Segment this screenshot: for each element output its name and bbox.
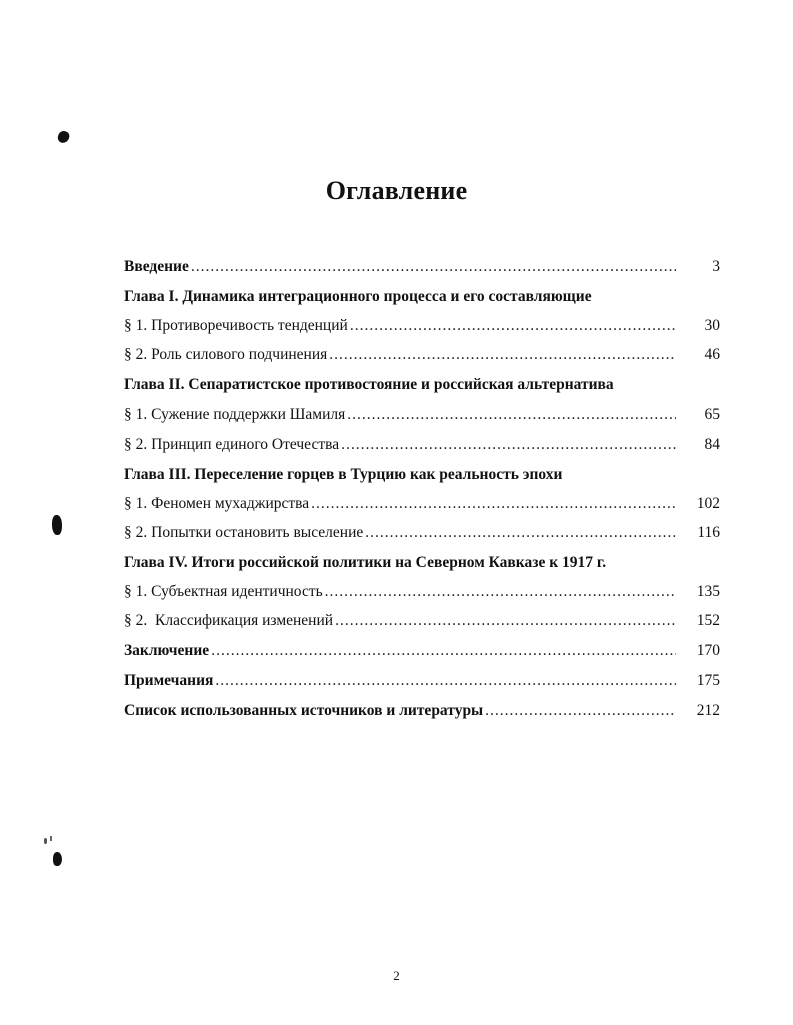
toc-entry-page: 135: [696, 583, 720, 600]
dot-leader: [485, 699, 676, 723]
dot-leader: [350, 314, 676, 338]
toc-entry-page: 46: [704, 346, 720, 363]
scan-mark: [53, 852, 62, 866]
dot-leader: [365, 521, 676, 545]
toc-entry-label: § 1. Противоречивость тенденций: [124, 317, 348, 334]
toc-entry-introduction: [124, 255, 720, 279]
dot-leader: [311, 492, 676, 516]
toc-chapter-3-heading: Глава III. Переселение горцев в Турцию как реальность эпохи: [124, 466, 563, 483]
dot-leader: [341, 433, 676, 457]
toc-entry-label: Примечания: [124, 672, 214, 689]
toc-entry-page: 212: [696, 702, 720, 719]
dot-leader: [215, 669, 676, 693]
page-title: Оглавление: [325, 176, 468, 205]
toc-chapter-1-heading: Глава I. Динамика интеграционного процесса и его составляющие: [124, 288, 592, 305]
dot-leader: [211, 639, 676, 663]
page-number: 2: [393, 968, 400, 983]
toc-entry-3-1: [124, 492, 720, 516]
dot-leader: [325, 580, 676, 604]
toc-entry-label: § 1. Феномен мухаджирства: [124, 495, 310, 512]
toc-entry-3-2: [124, 521, 720, 545]
toc-entry-page: 116: [697, 524, 720, 541]
toc-entry-page: 30: [704, 317, 720, 334]
toc-entry-label: Список использованных источников и литературы: [124, 702, 484, 719]
toc-entry-notes: [124, 669, 720, 693]
toc-chapter-4-heading: Глава IV. Итоги российской политики на Северном Кавказе к 1917 г.: [124, 554, 607, 571]
toc-entry-page: 175: [696, 672, 720, 689]
toc-entry-2-2: [124, 433, 720, 457]
toc-entry-label: Введение: [124, 258, 189, 275]
toc-entry-page: 3: [712, 258, 720, 275]
toc-entry-conclusion: [124, 639, 720, 663]
toc-entry-label: § 2. Попытки остановить выселение: [124, 524, 364, 541]
dot-leader: [347, 403, 676, 427]
toc-entry-page: 84: [704, 436, 720, 453]
scan-speck: [44, 838, 47, 844]
toc-entry-label: § 1. Субъектная идентичность: [124, 583, 323, 600]
toc-entry-label: § 2. Принцип единого Отечества: [124, 436, 340, 453]
dot-leader: [191, 255, 676, 279]
toc-entry-page: 170: [696, 642, 720, 659]
toc-entry-4-1: [124, 580, 720, 604]
toc-entry-1-1: [124, 314, 720, 338]
toc-entry-page: 65: [704, 406, 720, 423]
toc-entry-2-1: [124, 403, 720, 427]
toc-entry-page: 152: [696, 612, 720, 629]
toc-entry-1-2: [124, 343, 720, 367]
dot-leader: [329, 343, 676, 367]
toc-entry-page: 102: [696, 495, 720, 512]
toc-entry-label: Заключение: [124, 642, 210, 659]
scan-speck: [50, 836, 52, 841]
scan-mark: [52, 515, 62, 535]
toc-chapter-2-heading: Глава II. Сепаратистское противостояние и российская альтернатива: [124, 376, 614, 393]
toc-entry-label: § 2. Классификация изменений: [124, 612, 334, 629]
toc-entry-label: § 2. Роль силового подчинения: [124, 346, 328, 363]
toc-entry-4-2: [124, 609, 720, 633]
dot-leader: [335, 609, 676, 633]
toc-entry-label: § 1. Сужение поддержки Шамиля: [124, 406, 346, 423]
toc-entry-bibliography: [124, 699, 720, 723]
